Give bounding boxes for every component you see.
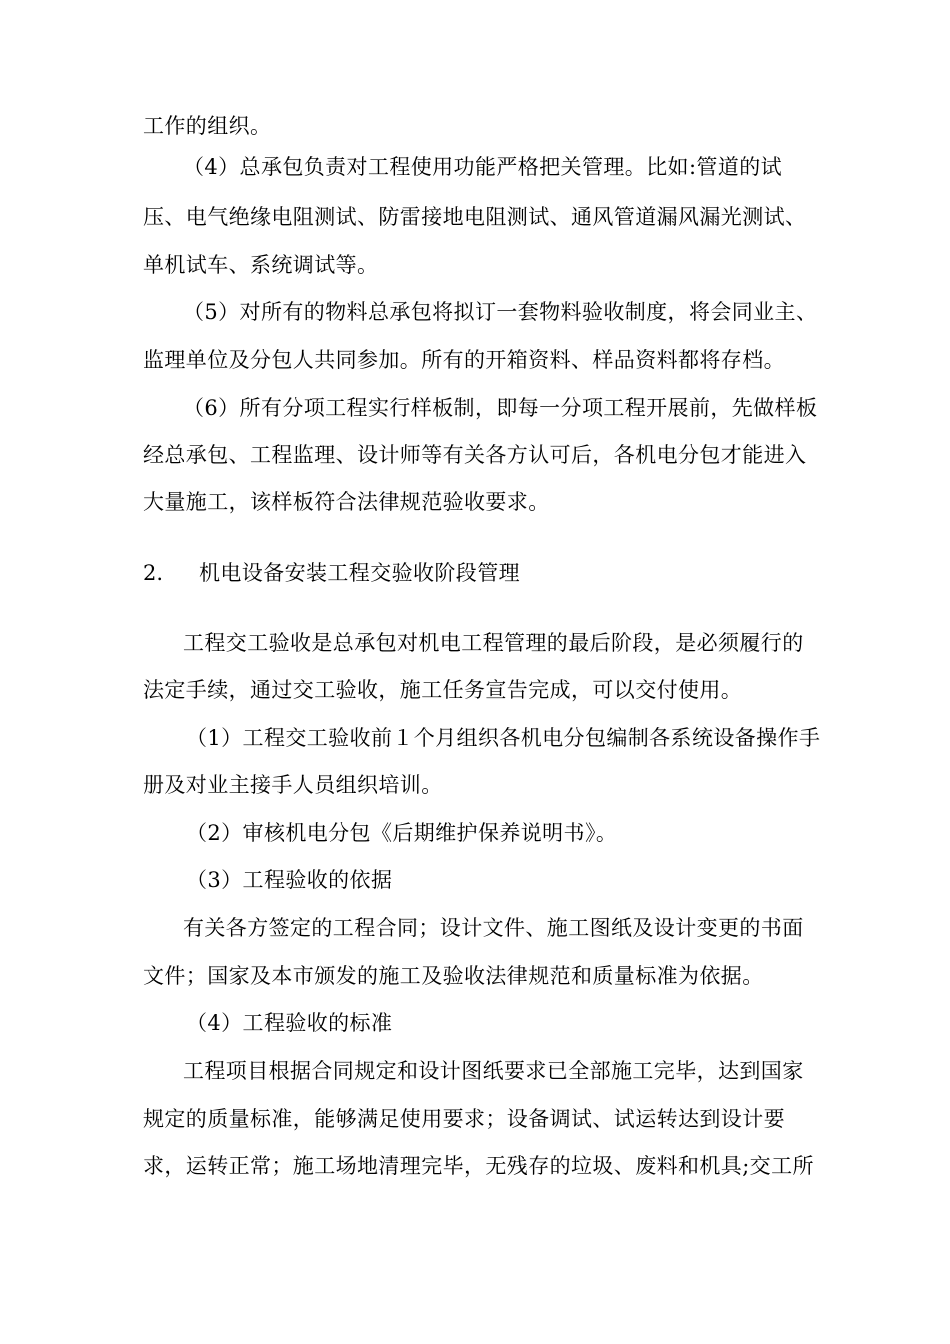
paragraph-line: （4）总承包负责对工程使用功能严格把关管理。比如:管道的试	[183, 155, 783, 179]
paragraph-line: （2）审核机电分包《后期维护保养说明书》。	[186, 821, 618, 845]
paragraph-line: 监理单位及分包人共同参加。所有的开箱资料、样品资料都将存档。	[143, 348, 785, 372]
paragraph-line: 法定手续，通过交工验收，施工任务宣告完成，可以交付使用。	[143, 678, 743, 702]
paragraph-line: 工程交工验收是总承包对机电工程管理的最后阶段，是必须履行的	[183, 631, 804, 655]
paragraph-line: 文件；国家及本市颁发的施工及验收法律规范和质量标准为依据。	[143, 964, 764, 988]
section-title: 机电设备安装工程交验收阶段管理	[199, 561, 520, 585]
paragraph-line: 经总承包、工程监理、设计师等有关各方认可后，各机电分包才能进入	[143, 443, 807, 467]
paragraph-line: （5）对所有的物料总承包将拟订一套物料验收制度，将会同业主、	[183, 300, 818, 324]
paragraph-line: （3）工程验收的依据	[186, 868, 393, 892]
paragraph-line: （1）工程交工验收前１个月组织各机电分包编制各系统设备操作手	[186, 726, 821, 750]
paragraph-line: （4）工程验收的标准	[186, 1011, 393, 1035]
paragraph-line: 工程项目根据合同规定和设计图纸要求已全部施工完毕，达到国家	[183, 1059, 804, 1083]
paragraph-line: 压、电气绝缘电阻测试、防雷接地电阻测试、通风管道漏风漏光测试、	[143, 205, 807, 229]
paragraph-line: 规定的质量标准，能够满足使用要求；设备调试、试运转达到设计要	[143, 1107, 785, 1131]
paragraph-line: 工作的组织。	[143, 114, 272, 138]
paragraph-line: 求，运转正常；施工场地清理完毕，无残存的垃圾、废料和机具;交工所	[143, 1154, 814, 1178]
paragraph-line: 大量施工，该样板符合法律规范验收要求。	[143, 490, 550, 514]
paragraph-line: 单机试车、系统调试等。	[143, 253, 379, 277]
section-number: 2.	[143, 561, 164, 585]
paragraph-line: 册及对业主接手人员组织培训。	[143, 773, 443, 797]
paragraph-line: （6）所有分项工程实行样板制，即每一分项工程开展前，先做样板	[183, 396, 818, 420]
paragraph-line: 有关各方签定的工程合同；设计文件、施工图纸及设计变更的书面	[183, 916, 804, 940]
